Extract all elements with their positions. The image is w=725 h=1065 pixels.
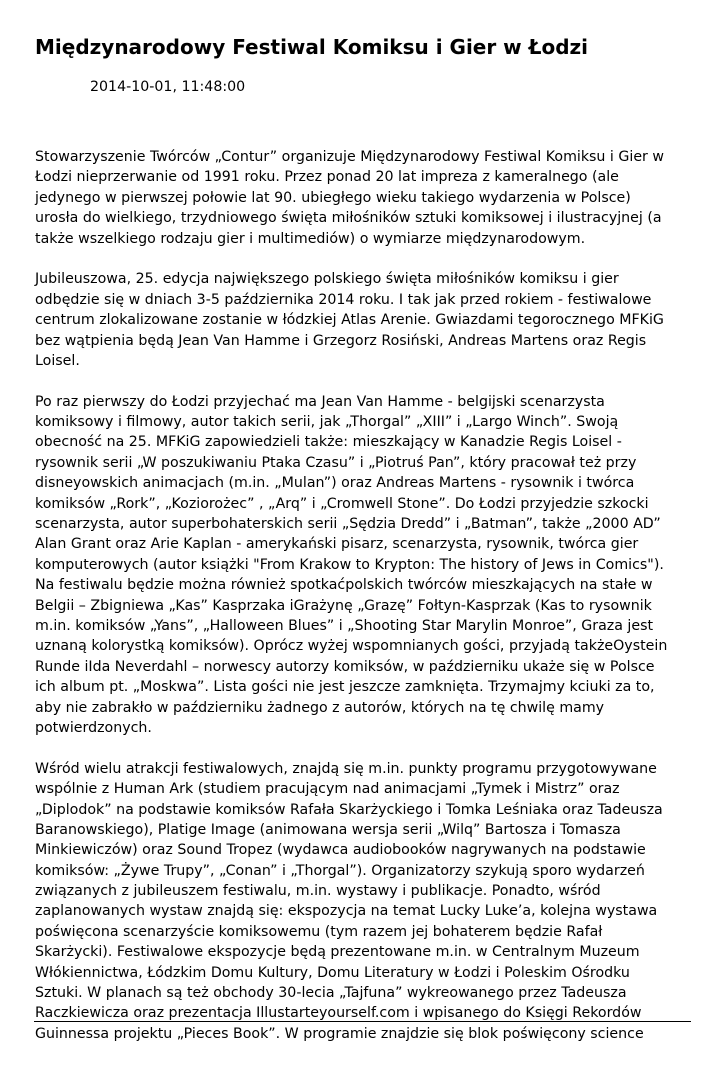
article-body <box>35 147 695 1065</box>
text-line: także wszelkiego rodzaju gier i multimediów) o wymiarze międzynarodowym. <box>35 230 586 247</box>
paragraph-4 <box>35 759 695 1044</box>
text-line: komputerowych (autor książki "From Krakow to Krypton: The history of Jews in Comics"). <box>35 556 664 573</box>
text-line: „Diplodok” na podstawie komiksów Rafała Skarżyckiego i Tomka Leśniaka oraz Tadeusza <box>35 801 663 818</box>
text-line: Baranowskiego), Platige Image (animowana wersja serii „Wilq” Bartosza i Tomasza <box>35 821 621 838</box>
text-line: ich album pt. „Moskwa”. Lista gości nie jest jeszcze zamknięta. Trzymajmy kciuki za to, <box>35 679 655 696</box>
text-line: Minkiewiczów) oraz Sound Tropez (wydawca audiobooków nagrywanych na podstawie <box>35 842 646 859</box>
paragraph-2 <box>35 269 695 371</box>
text-line: jedynego w pierwszej połowie lat 90. ubiegłego wieku takiego wydarzenia w Polsce) <box>35 189 631 206</box>
paragraph-1 <box>35 147 695 249</box>
text-line: związanych z jubileuszem festiwalu, m.in. wystawy i publikacje. Ponadto, wśród <box>35 883 601 900</box>
text-line: komiksów „Rork”, „Koziorożec” , „Arq” i „Cromwell Stone”. Do Łodzi przyjedzie szkocki <box>35 495 649 512</box>
text-line: Skarżycki). Festiwalowe ekspozycje będą prezentowane m.in. w Centralnym Muzeum <box>35 944 640 961</box>
text-line: zaplanowanych wystaw znajdą się: ekspozycja na temat Lucky Luke’a, kolejna wystawa <box>35 903 658 920</box>
text-line: bez wątpienia będą Jean Van Hamme i Grzegorz Rosiński, Andreas Martens oraz Regis <box>35 332 647 349</box>
text-line: Na festiwalu będzie można również spotkaćpolskich twórców mieszkających na stałe w <box>35 577 653 594</box>
text-line: Loisel. <box>35 352 80 369</box>
text-line: Po raz pierwszy do Łodzi przyjechać ma Jean Van Hamme - belgijski scenarzysta <box>35 393 605 410</box>
article-date: 2014-10-01, 11:48:00 <box>90 79 246 95</box>
text-line: poświęcona scenarzyście komiksowemu (tym razem jej bohaterem będzie Rafał <box>35 923 603 940</box>
text-line: potwierdzonych. <box>35 719 152 736</box>
text-line: m.in. komiksów „Yans”, „Halloween Blues” i „Shooting Star Marylin Monroe”, Graza jest <box>35 617 654 634</box>
text-line: Łodzi nieprzerwanie od 1991 roku. Przez ponad 20 lat impreza z kameralnego (ale <box>35 169 619 186</box>
text-line: disneyowskich animacjach (m.in. „Mulan”) oraz Andreas Martens - rysownik i twórca <box>35 475 635 492</box>
text-line: Alan Grant oraz Arie Kaplan - amerykański pisarz, scenarzysta, rysownik, twórca gier <box>35 536 639 553</box>
text-line: komiksów: „Żywe Trupy”, „Conan” i „Thorgal”). Organizatorzy szykują sporo wydarzeń <box>35 862 645 879</box>
text-line: Stowarzyszenie Twórców „Contur” organizuje Międzynarodowy Festiwal Komiksu i Gier w <box>35 149 664 165</box>
paragraph-3 <box>35 392 695 739</box>
text-line: odbędzie się w dniach 3-5 października 2014 roku. I tak jak przed rokiem - festiwalowe <box>35 291 652 308</box>
text-line: Włókiennictwa, Łódzkim Domu Kultury, Domu Literatury w Łodzi i Poleskim Ośrodku <box>35 964 630 981</box>
text-line: Raczkiewicza oraz prezentacja Illustarteyourself.com i wpisanego do Księgi Rekordów <box>35 1005 642 1022</box>
footer-divider <box>34 1021 691 1022</box>
text-line: uznaną kolorystką komiksów). Oprócz wyżej wspomnianych gości, przyjadą takżeOystein <box>35 638 668 655</box>
text-line: rysownik serii „W poszukiwaniu Ptaka Czasu” i „Piotruś Pan”, który pracował też przy <box>35 454 637 471</box>
article-title: Międzynarodowy Festiwal Komiksu i Gier w Łodzi <box>35 35 589 59</box>
text-line: Jubileuszowa, 25. edycja największego polskiego święta miłośników komiksu i gier <box>35 271 619 288</box>
text-line: Wśród wielu atrakcji festiwalowych, znajdą się m.in. punkty programu przygotowywane <box>35 760 657 777</box>
text-line: aby nie zabrakło w październiku żadnego z autorów, których na tę chwilę mamy <box>35 699 605 716</box>
text-line: wspólnie z Human Ark (studiem pracującym nad animacjami „Tymek i Mistrz” oraz <box>35 781 620 798</box>
text-line: urosła do wielkiego, trzydniowego święta miłośników sztuki komiksowej i ilustracyjnej (a <box>35 210 662 227</box>
text-line: Belgii – Zbigniewa „Kas” Kasprzaka iGrażynę „Grazę” Fołtyn-Kasprzak (Kas to rysownik <box>35 597 652 614</box>
text-line: scenarzysta, autor superbohaterskich serii „Sędzia Dredd” i „Batman”, także „2000 AD” <box>35 516 661 533</box>
text-line: Sztuki. W planach są też obchody 30-lecia „Tajfuna” wykreowanego przez Tadeusza <box>35 985 627 1002</box>
text-line: Guinnessa projektu „Pieces Book”. W programie znajdzie się blok poświęcony science <box>35 1025 644 1042</box>
text-line: Runde iIda Neverdahl – norwescy autorzy komiksów, w październiku ukaże się w Polsce <box>35 658 655 675</box>
text-line: centrum zlokalizowane zostanie w łódzkiej Atlas Arenie. Gwiazdami tegorocznego MFKiG <box>35 312 664 329</box>
text-line: komiksowy i filmowy, autor takich serii, jak „Thorgal” „XIII” i „Largo Winch”. Swoją <box>35 414 619 431</box>
text-line: obecność na 25. MFKiG zapowiedzieli także: mieszkający w Kanadzie Regis Loisel - <box>35 434 622 451</box>
